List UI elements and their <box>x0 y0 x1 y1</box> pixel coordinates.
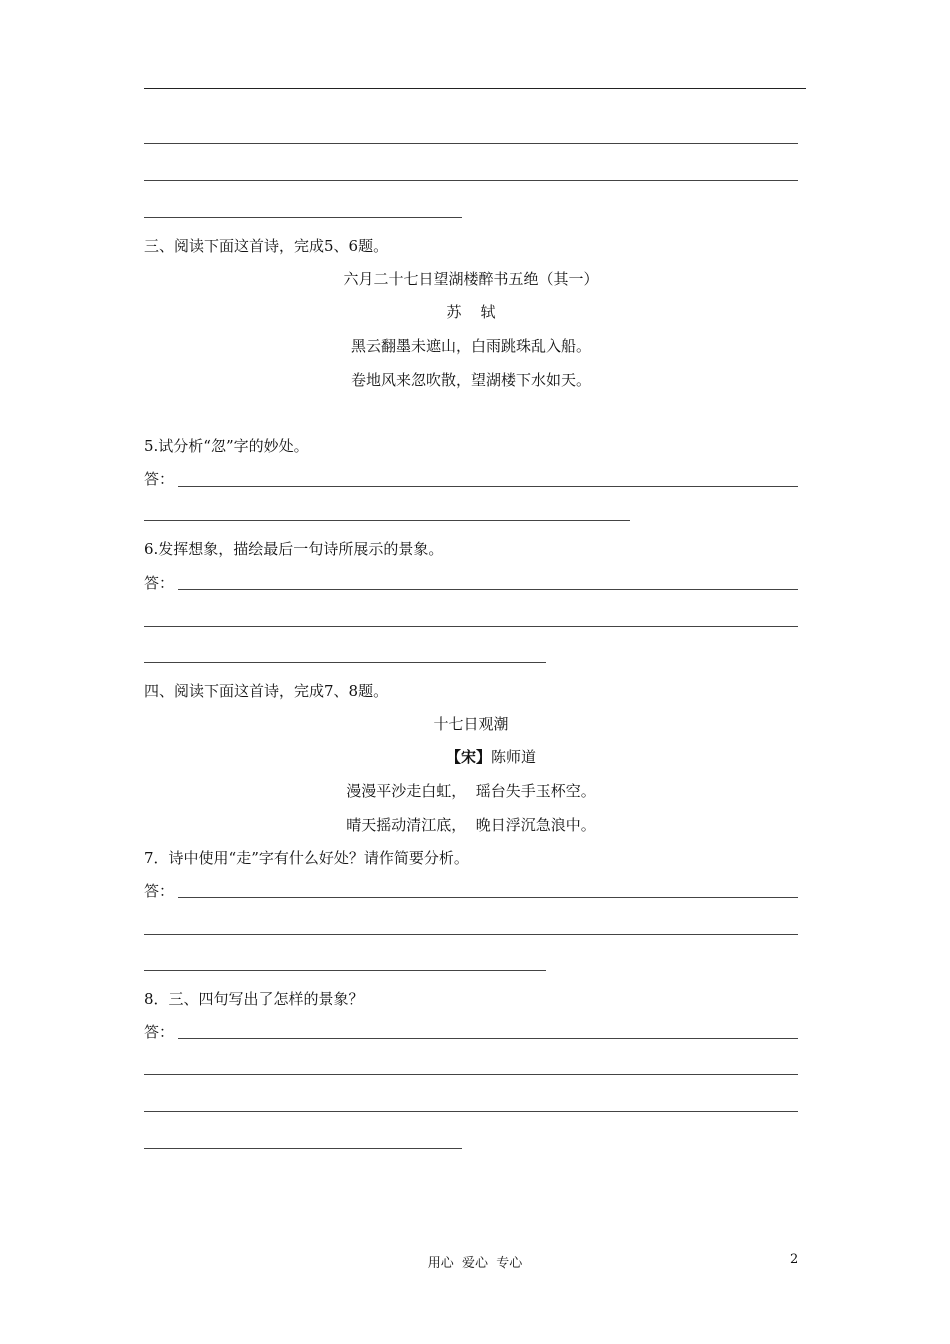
answer-line[interactable] <box>178 486 798 487</box>
answer-line[interactable] <box>178 1038 798 1039</box>
answer-line[interactable] <box>178 897 798 898</box>
answer-label: 答： <box>144 574 175 592</box>
answer-label: 答： <box>144 1023 175 1041</box>
poem-title: 六月二十七日望湖楼醉书五绝（其一） <box>343 270 599 288</box>
section-heading: 四、阅读下面这首诗，完成7、8题。 <box>144 682 389 700</box>
answer-line <box>144 180 798 181</box>
answer-line[interactable] <box>144 934 798 935</box>
poem-author: 陈师道 <box>491 748 537 766</box>
poem-title: 十七日观潮 <box>433 715 509 733</box>
section-heading: 三、阅读下面这首诗，完成5、6题。 <box>144 237 389 255</box>
poem-line: 卷地风来忽吹散，望湖楼下水如天。 <box>350 371 591 389</box>
answer-line[interactable] <box>144 520 630 521</box>
question-6: 6.发挥想象，描绘最后一句诗所展示的景象。 <box>144 540 444 558</box>
page-number: 2 <box>790 1252 799 1267</box>
answer-line[interactable] <box>144 1148 462 1149</box>
answer-line[interactable] <box>144 626 798 627</box>
answer-line[interactable] <box>144 662 546 663</box>
answer-line[interactable] <box>144 970 546 971</box>
poem-line: 晴天摇动清江底， 晚日浮沉急浪中。 <box>346 816 596 834</box>
answer-line <box>144 217 462 218</box>
poem-author: 苏 轼 <box>446 303 496 321</box>
question-5: 5.试分析“忽”字的妙处。 <box>144 437 309 455</box>
answer-line[interactable] <box>178 589 798 590</box>
answer-line <box>144 143 798 144</box>
answer-label: 答： <box>144 470 175 488</box>
poem-byline <box>446 747 536 767</box>
footer-slogan: 用心 爱心 专心 <box>427 1256 523 1271</box>
answer-label: 答： <box>144 882 175 900</box>
dynasty: 【宋】 <box>446 748 492 766</box>
question-7: 7．诗中使用“走”字有什么好处？请作简要分析。 <box>144 849 469 867</box>
poem-line: 黑云翻墨未遮山，白雨跳珠乱入船。 <box>350 337 591 355</box>
poem-line: 漫漫平沙走白虹， 瑶台失手玉杯空。 <box>346 782 596 800</box>
answer-line[interactable] <box>144 1111 798 1112</box>
header-rule <box>144 88 806 89</box>
question-8: 8．三、四句写出了怎样的景象？ <box>144 990 364 1008</box>
answer-line[interactable] <box>144 1074 798 1075</box>
